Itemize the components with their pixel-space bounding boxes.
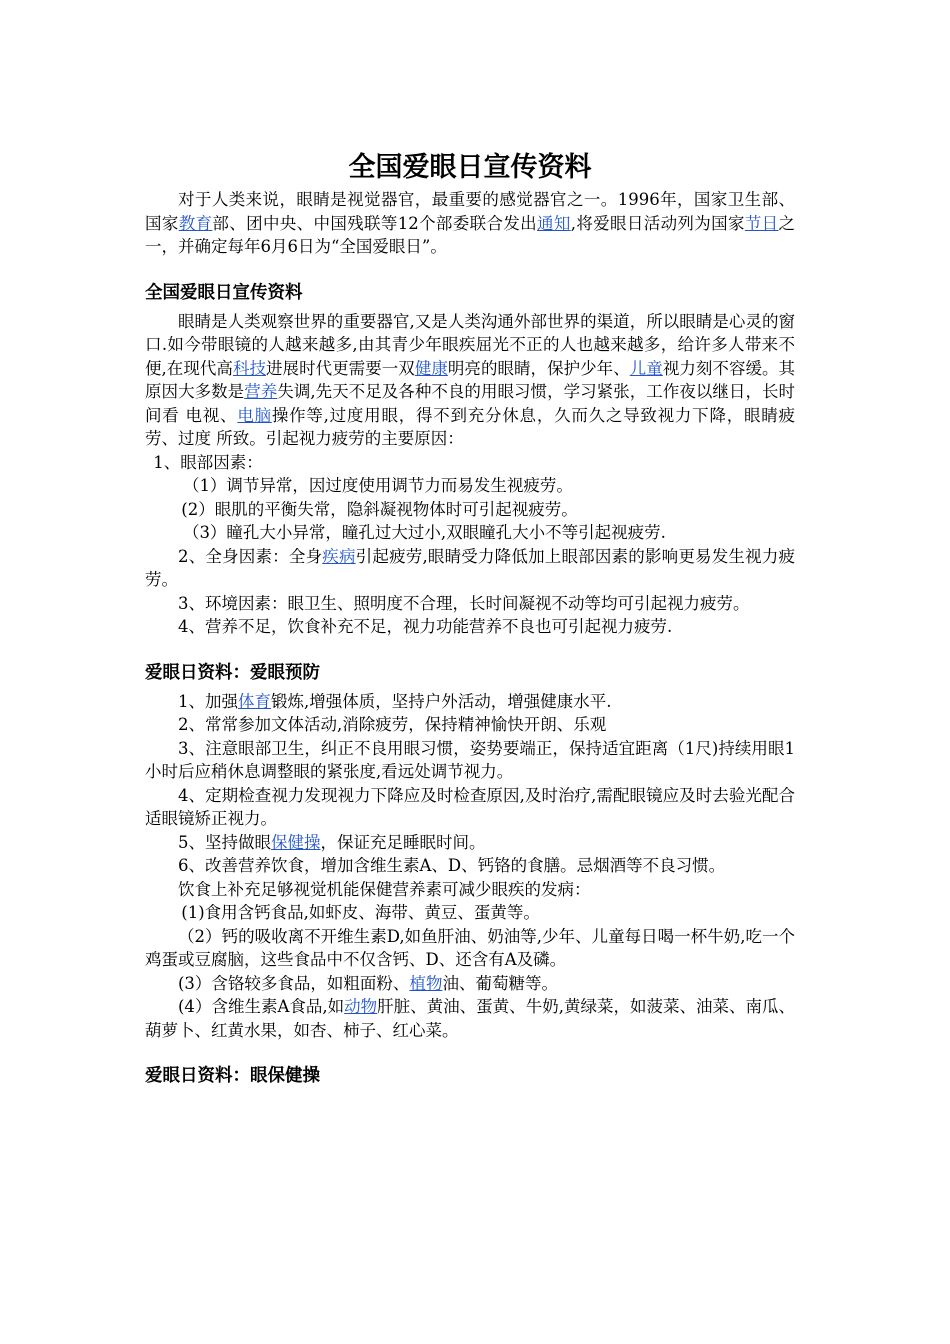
link-notice[interactable]: 通知 — [537, 213, 571, 233]
prevention-item-4: 4、定期检查视力发现视力下降应及时检查原因,及时治疗,需配眼镜应及时去验光配合适眼镜矫正视力。 — [145, 785, 795, 828]
text-run: (4）含维生素A食品,如 — [178, 997, 345, 1016]
link-holiday[interactable]: 节日 — [744, 213, 779, 233]
text-run: 1、加强 — [178, 691, 238, 711]
text-run: 部、团中央、中国残联等12个部委联合发出 — [212, 213, 538, 233]
text-run: ,将爱眼日活动列为国家 — [570, 213, 745, 233]
prevention-item-5 — [145, 831, 795, 855]
link-technology[interactable]: 科技 — [232, 358, 267, 378]
link-health[interactable]: 健康 — [414, 358, 448, 378]
prevention-item-1 — [145, 690, 795, 714]
text-run: 锻炼,增强体质，坚持户外活动，增强健康水平. — [271, 691, 612, 711]
diet-intro: 饮食上补充足够视觉机能保健营养素可减少眼疾的发病： — [178, 879, 591, 899]
link-sports[interactable]: 体育 — [238, 691, 271, 711]
text-run: 肝脏、黄油、蛋黄、牛奶,黄绿菜，如菠菜、油菜、南瓜、葫萝卜、红黄水果，如杏、柿子、红心菜。 — [145, 997, 795, 1040]
section3-heading: 爱眼日资料：眼保健操 — [145, 1066, 320, 1086]
nutrition-factor: 4、营养不足，饮食补充不足，视力功能营养不良也可引起视力疲劳. — [178, 617, 673, 636]
text-run: 失调,先天不足及各种不良的用眼习惯，学习紧张，工作夜以继日，长时间看 电视、 — [145, 382, 796, 425]
document-title: 全国爱眼日宣传资料 — [348, 152, 592, 183]
text-run: 进展时代更需要一双 — [266, 358, 415, 378]
prevention-item-6: 6、改善营养饮食，增加含维生素A、D、钙铬的食膳。忌烟酒等不良习惯。 — [178, 856, 726, 875]
document-page — [145, 140, 795, 1088]
text-run: 视力刻不容缓。其原因大多数是 — [145, 358, 796, 401]
text-run: 2、全身因素：全身 — [178, 546, 323, 566]
diet-item-4 — [145, 995, 795, 1042]
prevention-item-2: 2、常常参加文体活动,消除疲劳，保持精神愉快开朗、乐观 — [178, 715, 607, 734]
link-education[interactable]: 教育 — [178, 213, 213, 233]
eye-factor-2: (2）眼肌的平衡失常，隐斜凝视物体时可引起视疲劳。 — [181, 499, 578, 519]
text-run: 眼睛是人类观察世界的重要器官,又是人类沟通外部世界的渠道，所以眼睛是心灵的窗口.如今带眼镜的人越来越多,由其青少年眼疾屈光不正的人也越来越多，给许多人带来不便,在现代高 — [145, 311, 795, 378]
eye-factor-1: （1）调节异常，因过度使用调节力而易发生视疲劳。 — [182, 476, 573, 495]
env-factor: 3、环境因素：眼卫生、照明度不合理，长时间凝视不动等均可引起视力疲劳。 — [178, 593, 750, 613]
text-run: 操作等,过度用眼，得不到充分休息，久而久之导致视力下降，眼睛疲劳、过度 所致。引起视力疲劳的主要原因： — [145, 405, 795, 448]
intro-paragraph — [145, 188, 795, 259]
link-plant[interactable]: 植物 — [409, 973, 443, 993]
prevention-item-3: 3、注意眼部卫生，纠正不良用眼习惯，姿势要端正，保持适宜距离（1尺)持续用眼1小时后应稍休息调整眼的紧张度,看远处调节视力。 — [145, 738, 795, 781]
text-run: (3）含铬较多食品，如粗面粉、 — [178, 973, 410, 993]
section1-paragraph — [145, 310, 795, 451]
body-factor — [145, 545, 795, 592]
text-run: 对于人类来说，眼睛是视觉器官，最重要的感觉器官之一。1996年，国家卫生部、国家 — [145, 190, 795, 233]
link-computer[interactable]: 电脑 — [237, 405, 272, 425]
text-run: 明亮的眼睛，保护少年、 — [447, 358, 630, 378]
text-run: 之一，并确定每年6月6日为“全国爱眼日”。 — [145, 213, 796, 256]
link-nutrition[interactable]: 营养 — [244, 382, 278, 401]
diet-item-2: （2）钙的吸收离不开维生素D,如鱼肝油、奶油等,少年、儿童每日喝一杯牛奶,吃一个鸡蛋或豆腐脑，这些食品中不仅含钙、D、还含有A及磷。 — [145, 926, 795, 969]
text-run: ，保证充足睡眠时间。 — [320, 832, 486, 852]
eye-factors-label: 1、眼部因素： — [153, 452, 263, 472]
diet-item-1: (1)食用含钙食品,如虾皮、海带、黄豆、蛋黄等。 — [181, 903, 540, 922]
link-disease[interactable]: 疾病 — [322, 546, 356, 566]
diet-item-3 — [145, 972, 795, 996]
section1-heading: 全国爱眼日宣传资料 — [145, 282, 303, 303]
link-children[interactable]: 儿童 — [629, 358, 663, 378]
text-run: 引起疲劳,眼睛受力降低加上眼部因素的影响更易发生视力疲劳。 — [145, 546, 796, 589]
section2-heading: 爱眼日资料：爱眼预防 — [145, 662, 320, 683]
eye-factor-3: （3）瞳孔大小异常，瞳孔过大过小,双眼瞳孔大小不等引起视疲劳. — [182, 523, 666, 542]
text-run: 5、坚持做眼 — [178, 832, 271, 852]
link-animal[interactable]: 动物 — [344, 997, 378, 1016]
link-eye-exercises[interactable]: 保健操 — [271, 832, 321, 852]
text-run: 油、葡萄糖等。 — [442, 973, 558, 993]
